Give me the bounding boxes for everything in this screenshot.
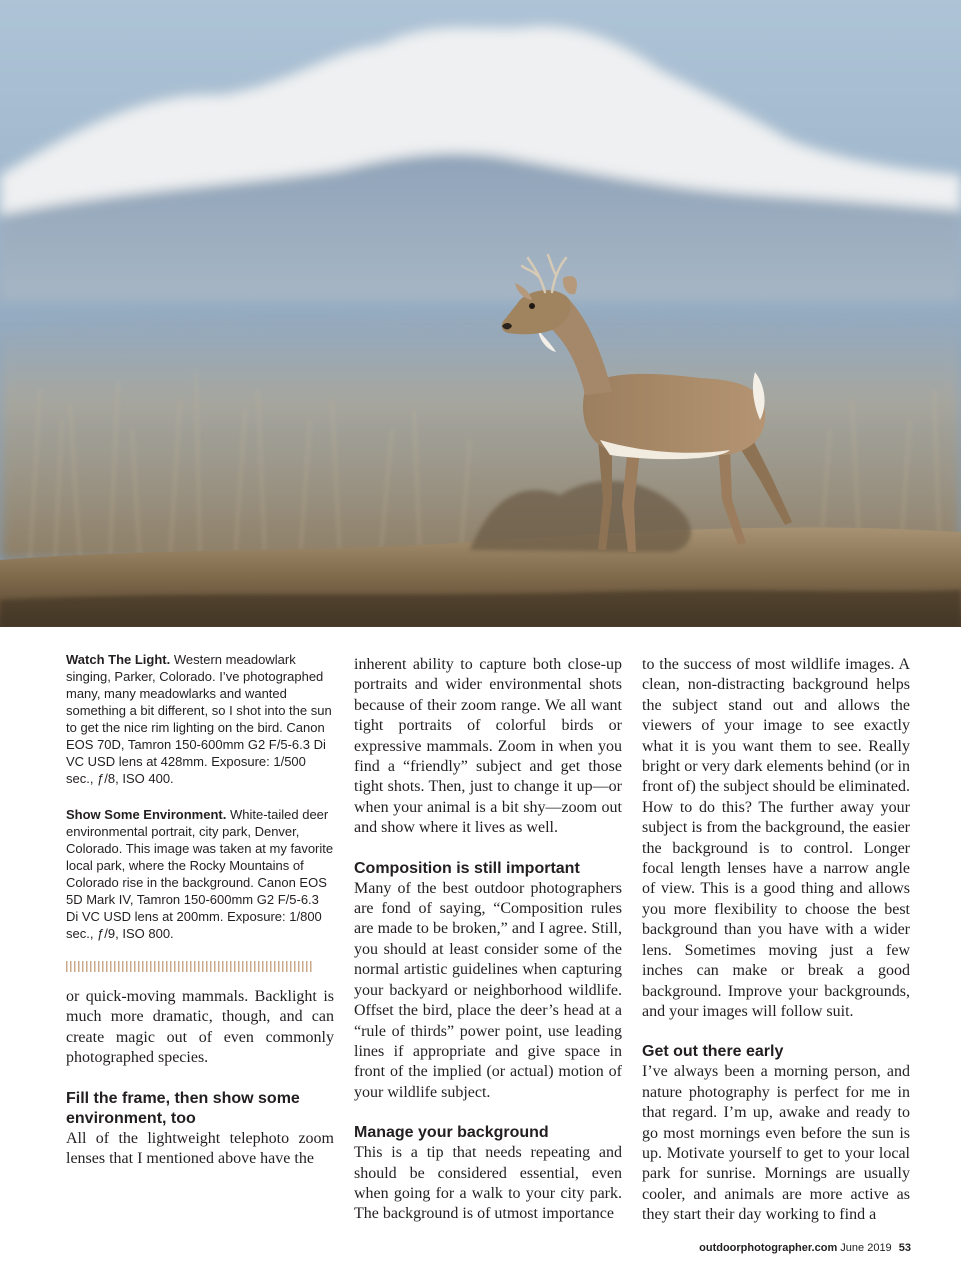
body-paragraph: to the success of most wildlife images. A clean, non-distracting background helps the subject stand out and allows the viewers of your image to see exactly what it is you want them to see. Really bright or very dark elements behind (or in front of) the subject should be eliminated. How to do this? The further away your subject is from the background, the easier the background is to control. Longer focal length lenses have a narrow angle of view. This is a good thing and allows you more flexibility to choose the best background than you have with a wider lens. Sometimes moving just a few inches can make or break a good background. Improve your backgrounds, and your images will follow suit. xyxy=(642,656,910,1020)
page-number: 53 xyxy=(898,1242,911,1254)
footer-website: outdoorphotographer.com xyxy=(699,1242,838,1254)
page-footer xyxy=(699,1242,911,1254)
caption-text: White-tailed deer environmental portrait, city park, Denver, Colorado. This image was taken at my favorite local park, where the Rocky Mountains of Colorado rise in the background. Canon EOS 5D Mark IV, Tamron 150-600mm G2 F/5-6.3 Di VC USD lens at 200mm. Exposure: 1/800 sec., ƒ/9, ISO 800. xyxy=(66,807,334,941)
footer-issue-date: June 2019 xyxy=(840,1242,892,1254)
photo-caption-light xyxy=(66,651,334,787)
body-paragraph: or quick-moving mammals. Backlight is much more dramatic, though, and can create magic out of even commonly photographed species. xyxy=(66,988,334,1067)
section-heading: Get out there early xyxy=(642,1043,784,1061)
deer-photo xyxy=(0,0,961,627)
caption-text: Western meadowlark singing, Parker, Colorado. I’ve photographed many, many meadowlarks and wanted something a bit different, so I shot into the sun to get the nice rim lighting on the bird. Canon EOS 70D, Tamron 150-600mm G2 F/5-6.3 Di VC USD lens at 428mm. Exposure: 1/500 sec., ƒ/8, ISO 400. xyxy=(66,652,332,786)
section-heading: Manage your background xyxy=(354,1124,549,1142)
column-2 xyxy=(354,655,622,1225)
body-paragraph: Many of the best outdoor photographers are fond of saying, “Composition rules are made to be broken,” and I agree. Still, you should at least consider some of the normal artistic guidelines when capturing your backyard or neighborhood wildlife. Offset the bird, place the deer’s head at a “rule of thirds” power point, use leading lines if appropriate and give space in front of the implied (or actual) motion of your wildlife subject. xyxy=(354,879,622,1101)
column-1 xyxy=(66,651,334,1169)
section-heading: Fill the frame, then show some environment, too xyxy=(66,1089,300,1127)
photo-caption-environment xyxy=(66,806,334,942)
section-heading: Composition is still important xyxy=(354,859,580,877)
body-paragraph: inherent ability to capture both close-up portraits and wider environmental shots because of their zoom range. We all want tight portraits of colorful birds or expressive mammals. Zoom in when you find a “friendly” subject and get those tight shots. Then, just to change it up—or when your animal is a bit shy—zoom out and show where it lives as well. xyxy=(354,656,622,837)
body-paragraph: I’ve always been a morning person, and nature photography is perfect for me in that regard. I’m up, awake and ready to go most mornings even before the sun is up. Motivate yourself to get to your local park for sunrise. Mornings are usually cooler, and animals are more active as they start their day working to find a xyxy=(642,1063,910,1224)
caption-heading: Watch The Light. xyxy=(66,652,171,667)
column-3 xyxy=(642,655,910,1226)
caption-heading: Show Some Environment. xyxy=(66,807,227,822)
body-paragraph: All of the lightweight telephoto zoom lenses that I mentioned above have the xyxy=(66,1129,334,1168)
caption-divider xyxy=(66,961,312,972)
body-paragraph: This is a tip that needs repeating and should be considered essential, even when going for a walk to your city park. The background is of utmost importance xyxy=(354,1144,622,1223)
